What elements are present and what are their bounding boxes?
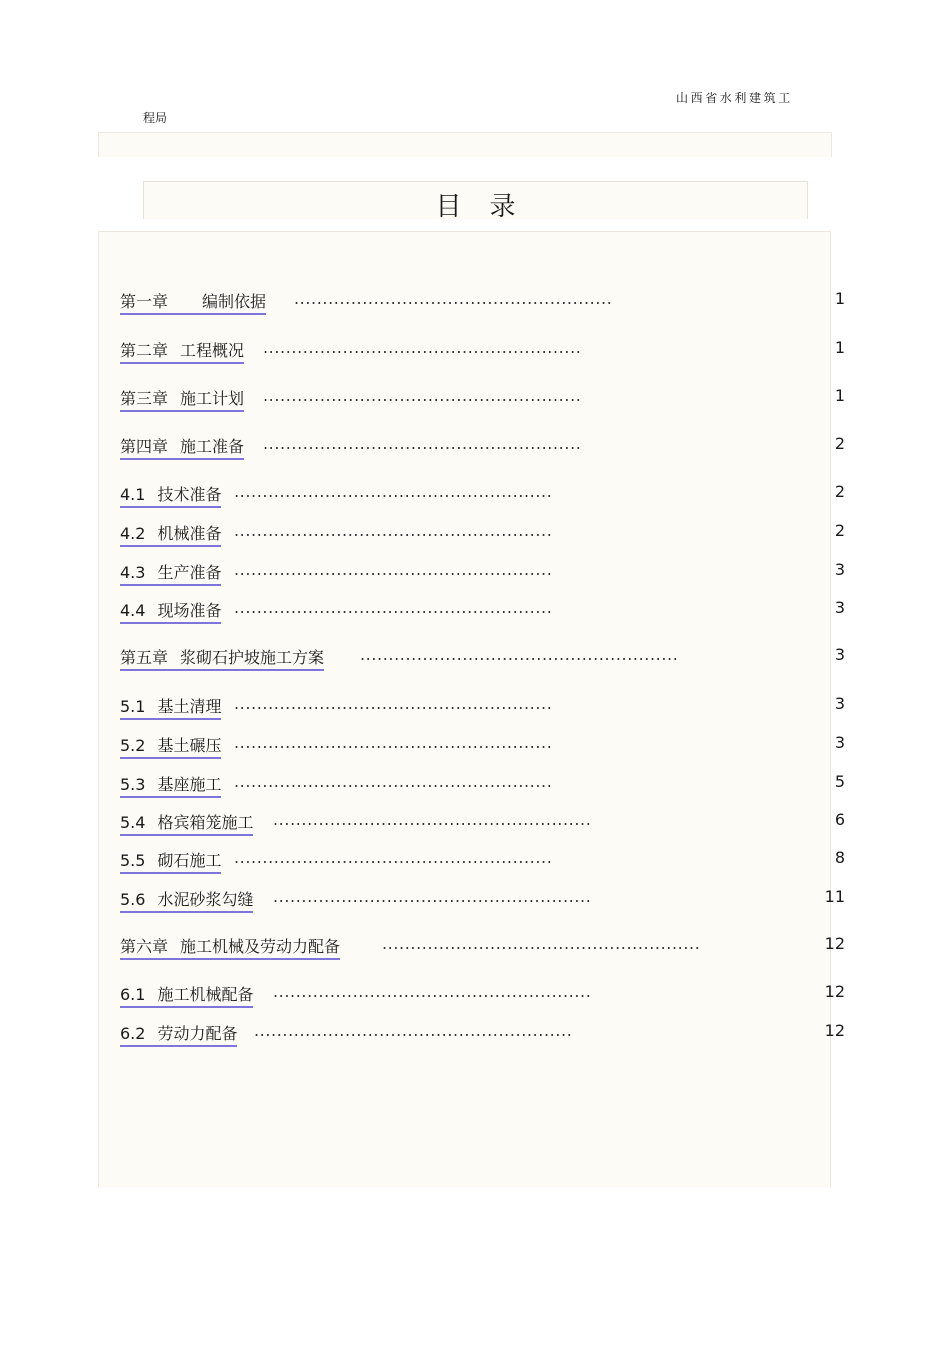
toc-entry[interactable] bbox=[120, 434, 850, 460]
toc-entry[interactable] bbox=[120, 810, 850, 836]
toc-entry-number: 5.6 bbox=[120, 890, 146, 909]
toc-entry-title: 生产准备 bbox=[157, 563, 222, 582]
toc-entry[interactable] bbox=[120, 289, 850, 315]
toc-entry-number: 5.4 bbox=[120, 813, 146, 832]
toc-dot-leader: ........................................................ bbox=[234, 598, 553, 617]
toc-entry-title: 编制依据 bbox=[202, 292, 267, 311]
toc-entry-link[interactable] bbox=[120, 848, 221, 874]
toc-dot-leader: ........................................................ bbox=[273, 887, 592, 906]
toc-entry-title: 工程概况 bbox=[180, 341, 245, 360]
toc-entry-title: 格宾箱笼施工 bbox=[157, 813, 254, 832]
toc-entry-title: 技术准备 bbox=[157, 485, 222, 504]
toc-page-number: 11 bbox=[824, 887, 845, 906]
toc-entry-link[interactable] bbox=[120, 386, 244, 412]
toc-page-number: 12 bbox=[824, 934, 845, 953]
toc-entry-title: 基土碾压 bbox=[157, 736, 222, 755]
toc-entry-link[interactable] bbox=[120, 810, 253, 836]
toc-dot-leader: ........................................................ bbox=[234, 772, 553, 791]
toc-entry-number: 6.2 bbox=[120, 1024, 146, 1043]
toc-entry-link[interactable] bbox=[120, 733, 221, 759]
toc-page-number: 2 bbox=[834, 521, 845, 540]
toc-entry-title: 机械准备 bbox=[157, 524, 222, 543]
toc-entry-number: 4.4 bbox=[120, 601, 146, 620]
toc-entry-title: 施工机械配备 bbox=[157, 985, 254, 1004]
toc-entry-title: 劳动力配备 bbox=[157, 1024, 238, 1043]
toc-entry-number: 4.2 bbox=[120, 524, 146, 543]
toc-entry-link[interactable] bbox=[120, 482, 221, 508]
toc-entry-number: 第三章 bbox=[120, 389, 169, 408]
toc-entry-number: 6.1 bbox=[120, 985, 146, 1004]
toc-dot-leader: ........................................................ bbox=[382, 934, 701, 953]
toc-page-number: 12 bbox=[824, 982, 845, 1001]
toc-entry-number: 第二章 bbox=[120, 341, 169, 360]
toc-page-number: 3 bbox=[834, 733, 845, 752]
toc-dot-leader: ........................................................ bbox=[263, 386, 582, 405]
header-organization-line1: 山西省水利建筑工 bbox=[676, 91, 793, 105]
toc-entry-number: 5.3 bbox=[120, 775, 146, 794]
toc-entry-link[interactable] bbox=[120, 694, 221, 720]
toc-entry-link[interactable] bbox=[120, 772, 221, 798]
toc-page-number: 3 bbox=[834, 645, 845, 664]
toc-dot-leader: ........................................................ bbox=[234, 560, 553, 579]
toc-page-number: 2 bbox=[834, 482, 845, 501]
toc-page-number: 12 bbox=[824, 1021, 845, 1040]
toc-entry[interactable] bbox=[120, 645, 850, 671]
toc-page-number: 8 bbox=[834, 848, 845, 867]
toc-page-number: 3 bbox=[834, 598, 845, 617]
toc-entry-link[interactable] bbox=[120, 521, 221, 547]
toc-dot-leader: ........................................................ bbox=[263, 338, 582, 357]
toc-entry-title: 现场准备 bbox=[157, 601, 222, 620]
toc-entry-number: 第六章 bbox=[120, 937, 169, 956]
toc-entry[interactable] bbox=[120, 386, 850, 412]
toc-entry-title: 施工计划 bbox=[180, 389, 245, 408]
toc-entry-number: 4.1 bbox=[120, 485, 146, 504]
toc-dot-leader: ........................................................ bbox=[294, 289, 613, 308]
toc-dot-leader: ........................................................ bbox=[234, 694, 553, 713]
toc-page-number: 3 bbox=[834, 694, 845, 713]
toc-entry-link[interactable] bbox=[120, 598, 221, 624]
toc-page-number: 5 bbox=[834, 772, 845, 791]
toc-entry-title: 施工机械及劳动力配备 bbox=[180, 937, 341, 956]
toc-entry-link[interactable] bbox=[120, 1021, 237, 1047]
toc-entry-link[interactable] bbox=[120, 645, 324, 671]
toc-entry-link[interactable] bbox=[120, 887, 253, 913]
toc-entry[interactable] bbox=[120, 982, 850, 1008]
toc-entry[interactable] bbox=[120, 694, 850, 720]
toc-entry-number: 第四章 bbox=[120, 437, 169, 456]
toc-entry-title: 施工准备 bbox=[180, 437, 245, 456]
toc-dot-leader: ........................................................ bbox=[273, 810, 592, 829]
toc-entry-title: 基土清理 bbox=[157, 697, 222, 716]
toc-entry-link[interactable] bbox=[120, 982, 253, 1008]
toc-dot-leader: ........................................................ bbox=[234, 521, 553, 540]
header-organization-line2: 程局 bbox=[143, 111, 168, 125]
toc-page-number: 3 bbox=[834, 560, 845, 579]
toc-entry-number: 4.3 bbox=[120, 563, 146, 582]
toc-dot-leader: ........................................................ bbox=[234, 482, 553, 501]
toc-entry[interactable] bbox=[120, 521, 850, 547]
toc-entry-link[interactable] bbox=[120, 289, 266, 315]
toc-entry-link[interactable] bbox=[120, 560, 221, 586]
toc-entry-title: 水泥砂浆勾缝 bbox=[157, 890, 254, 909]
toc-dot-leader: ........................................................ bbox=[234, 848, 553, 867]
toc-entry-number: 5.2 bbox=[120, 736, 146, 755]
toc-entry[interactable] bbox=[120, 772, 850, 798]
toc-entry-title: 浆砌石护坡施工方案 bbox=[180, 648, 325, 667]
toc-entry-number: 第一章 bbox=[120, 292, 169, 311]
toc-entry-link[interactable] bbox=[120, 338, 244, 364]
toc-entry-title: 基座施工 bbox=[157, 775, 222, 794]
toc-page-number: 2 bbox=[834, 434, 845, 453]
toc-entry[interactable] bbox=[120, 598, 850, 624]
toc-entry-number: 第五章 bbox=[120, 648, 169, 667]
toc-entry[interactable] bbox=[120, 560, 850, 586]
toc-entry-number: 5.5 bbox=[120, 851, 146, 870]
toc-page-number: 6 bbox=[834, 810, 845, 829]
toc-dot-leader: ........................................................ bbox=[234, 733, 553, 752]
toc-dot-leader: ........................................................ bbox=[263, 434, 582, 453]
toc-entry[interactable] bbox=[120, 934, 850, 960]
header-band bbox=[98, 132, 832, 157]
toc-page-number: 1 bbox=[834, 289, 845, 308]
toc-page-number: 1 bbox=[834, 338, 845, 357]
toc-dot-leader: ........................................................ bbox=[360, 645, 679, 664]
toc-entry-title: 砌石施工 bbox=[157, 851, 222, 870]
toc-entry[interactable] bbox=[120, 338, 850, 364]
toc-title: 目录 bbox=[435, 192, 544, 222]
toc-entry[interactable] bbox=[120, 482, 850, 508]
toc-entry-number: 5.1 bbox=[120, 697, 146, 716]
toc-entry[interactable] bbox=[120, 848, 850, 874]
toc-dot-leader: ........................................................ bbox=[273, 982, 592, 1001]
toc-dot-leader: ........................................................ bbox=[254, 1021, 573, 1040]
toc-entry[interactable] bbox=[120, 887, 850, 913]
toc-entry[interactable] bbox=[120, 1021, 850, 1047]
toc-entry-link[interactable] bbox=[120, 434, 244, 460]
toc-title-box bbox=[143, 181, 808, 222]
toc-page-number: 1 bbox=[834, 386, 845, 405]
toc-entry-link[interactable] bbox=[120, 934, 340, 960]
toc-entry[interactable] bbox=[120, 733, 850, 759]
